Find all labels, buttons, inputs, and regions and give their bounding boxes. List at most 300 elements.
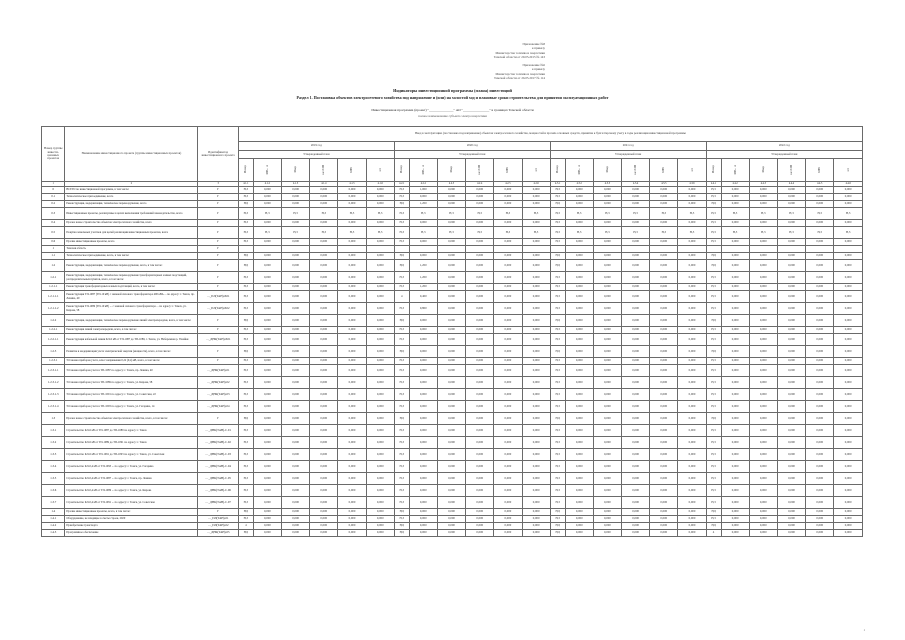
row-value: 0,000 bbox=[565, 194, 593, 201]
row-value: 0,000 bbox=[650, 437, 678, 449]
row-value: Н,3 bbox=[253, 227, 281, 239]
row-value: Н,3 bbox=[394, 389, 409, 401]
row-value: 0,000 bbox=[650, 365, 678, 377]
row-value: НД bbox=[550, 523, 565, 530]
row-value: 0,000 bbox=[253, 284, 281, 291]
row-value: 0,000 bbox=[806, 220, 834, 227]
row-value: 0,000 bbox=[834, 260, 863, 272]
row-value bbox=[678, 246, 706, 253]
row-value: Н,3 bbox=[706, 194, 721, 201]
row-value: Н,3 bbox=[238, 389, 253, 401]
table-row bbox=[42, 260, 863, 272]
table-row bbox=[42, 327, 863, 334]
row-value: 0,000 bbox=[366, 291, 394, 303]
row-value: Н,3 bbox=[706, 365, 721, 377]
row-value: 0,000 bbox=[494, 509, 522, 516]
row-value: 0,000 bbox=[721, 523, 749, 530]
col-header-year: 2019 год bbox=[238, 142, 394, 151]
row-value: НД bbox=[238, 413, 253, 425]
row-value: 0,000 bbox=[593, 523, 621, 530]
row-value: 0,000 bbox=[437, 485, 465, 497]
row-value: 0,000 bbox=[806, 509, 834, 516]
row-value: Н,3 bbox=[834, 227, 863, 239]
row-value: 0,000 bbox=[366, 220, 394, 227]
row-value: 0,000 bbox=[806, 485, 834, 497]
row-value: Н,3 bbox=[238, 272, 253, 284]
row-value: 0,000 bbox=[565, 523, 593, 530]
row-value: 0,000 bbox=[721, 291, 749, 303]
row-value: 0,000 bbox=[253, 315, 281, 327]
column-number: 4.4.6 bbox=[834, 182, 863, 187]
row-value: 0,000 bbox=[777, 485, 805, 497]
row-value: 0,000 bbox=[565, 516, 593, 523]
row-value: 0,000 bbox=[281, 437, 309, 449]
row-value: НД bbox=[238, 346, 253, 358]
row-name: Установка приборов учета в ТП-1091 по адресу: г. Томск, ул. Советская, 22 bbox=[65, 389, 198, 401]
row-value: 0,000 bbox=[522, 497, 550, 509]
column-number: 4.4.4 bbox=[777, 182, 805, 187]
row-number: 1.2.1.1.1 bbox=[42, 291, 65, 303]
column-number: 4.2.5 bbox=[494, 182, 522, 187]
row-value: 0,000 bbox=[466, 365, 494, 377]
row-value: 0,000 bbox=[834, 253, 863, 260]
row-value: 0,000 bbox=[650, 291, 678, 303]
row-value: 0,000 bbox=[721, 516, 749, 523]
table-row bbox=[42, 365, 863, 377]
row-value: 0,000 bbox=[366, 303, 394, 315]
col-header-sub bbox=[721, 159, 749, 182]
row-value: Н,3 bbox=[238, 365, 253, 377]
row-value: 0,000 bbox=[721, 239, 749, 246]
row-value: 0,000 bbox=[253, 530, 281, 537]
row-name: Реконструкция ТП-1089 (ТП-10 кВ) ... с заменой силового трансформатора ... по адресу: г. Томск, ул. Кирова, 58 bbox=[65, 303, 198, 315]
row-value: 0,000 bbox=[650, 187, 678, 194]
row-value: 0,000 bbox=[281, 303, 309, 315]
col-header-sub bbox=[238, 159, 253, 182]
row-value: 0,000 bbox=[409, 509, 437, 516]
row-value: 0,000 bbox=[281, 449, 309, 461]
row-value: 0,000 bbox=[650, 389, 678, 401]
row-value bbox=[494, 246, 522, 253]
row-value: 0,000 bbox=[834, 187, 863, 194]
col-header-sub-label: Номер bbox=[400, 165, 404, 174]
row-value: 0,000 bbox=[310, 377, 338, 389]
row-name: Реконструкция, модернизация, техническое перевооружение, всего bbox=[65, 201, 198, 208]
row-number: 1.4 bbox=[42, 509, 65, 516]
row-value: Н,3 bbox=[706, 461, 721, 473]
row-number: 1.3.5 bbox=[42, 473, 65, 485]
row-value bbox=[834, 246, 863, 253]
row-value: 0,000 bbox=[678, 272, 706, 284]
row-value: Н,3 bbox=[238, 220, 253, 227]
row-value: 0,000 bbox=[650, 401, 678, 413]
row-value: 0,000 bbox=[437, 315, 465, 327]
row-value: 0,000 bbox=[622, 437, 650, 449]
row-value: 0,000 bbox=[494, 365, 522, 377]
row-value: 0,000 bbox=[338, 389, 366, 401]
row-value: 0,000 bbox=[466, 425, 494, 437]
row-value: 0,000 bbox=[777, 327, 805, 334]
row-value: 0,000 bbox=[310, 260, 338, 272]
row-value: 0,000 bbox=[806, 187, 834, 194]
row-value: 0,000 bbox=[310, 334, 338, 346]
row-value: 0,000 bbox=[650, 497, 678, 509]
row-value: 0,000 bbox=[834, 303, 863, 315]
row-value: 0,000 bbox=[749, 239, 777, 246]
table-row bbox=[42, 253, 863, 260]
row-value: 0,000 bbox=[834, 523, 863, 530]
row-name: Строительство КЛ-0,4 кВ от ТП-1087 ... по адресу: г. Томск, пр. Ленина bbox=[65, 473, 198, 485]
row-value: 0,000 bbox=[650, 449, 678, 461]
row-value: 0,000 bbox=[678, 516, 706, 523]
col-header-sub bbox=[650, 159, 678, 182]
row-value: 0,000 bbox=[466, 358, 494, 365]
row-value: 0,000 bbox=[522, 523, 550, 530]
row-value: Н,3 bbox=[706, 425, 721, 437]
row-value: 0,000 bbox=[650, 461, 678, 473]
appendix-line: Томской области от 26.05.2017 № 114 bbox=[494, 75, 545, 80]
row-value: Н,3 bbox=[550, 291, 565, 303]
row-name: Строительство КЛ-0,4 кВ от ТП-1093 ... по адресу: г. Томск, ул. Гагарина bbox=[65, 461, 198, 473]
column-number: 4.2.6 bbox=[522, 182, 550, 187]
col-header-sub bbox=[593, 159, 621, 182]
row-value: 0,000 bbox=[522, 334, 550, 346]
row-value: 0,000 bbox=[366, 413, 394, 425]
row-value: 0,000 bbox=[437, 413, 465, 425]
row-id: …_ДНК(ТАН)-С.07 bbox=[198, 497, 238, 509]
row-value: 0,000 bbox=[593, 437, 621, 449]
row-value: 0,000 bbox=[494, 253, 522, 260]
row-value: НД bbox=[550, 253, 565, 260]
row-value: Н,3 bbox=[394, 194, 409, 201]
row-value: 0,000 bbox=[565, 201, 593, 208]
row-value: 0,000 bbox=[777, 315, 805, 327]
row-value: 0,000 bbox=[834, 449, 863, 461]
row-value: 0,000 bbox=[366, 365, 394, 377]
row-value: 0,000 bbox=[437, 201, 465, 208]
row-value: Н,3 bbox=[394, 365, 409, 377]
row-value: 0,000 bbox=[650, 473, 678, 485]
row-number: 1.2.1.1 bbox=[42, 284, 65, 291]
row-value: 0,000 bbox=[593, 260, 621, 272]
row-number: 0.4 bbox=[42, 220, 65, 227]
row-value: 0,000 bbox=[721, 220, 749, 227]
row-value: 0,000 bbox=[281, 497, 309, 509]
row-number: 1.2.2.1.1 bbox=[42, 334, 65, 346]
row-value: 0,000 bbox=[466, 497, 494, 509]
column-number: 4.1.1 bbox=[238, 182, 253, 187]
row-number: 1 bbox=[42, 246, 65, 253]
row-value: 0,000 bbox=[494, 425, 522, 437]
row-value: 0,000 bbox=[565, 365, 593, 377]
row-id: Г bbox=[198, 358, 238, 365]
row-value: Н,3 bbox=[394, 425, 409, 437]
row-value: 0,000 bbox=[678, 509, 706, 516]
row-value: 0,000 bbox=[622, 389, 650, 401]
row-value: Н,3 bbox=[437, 208, 465, 220]
row-value: 0,000 bbox=[522, 509, 550, 516]
column-number: 4.1.6 bbox=[366, 182, 394, 187]
row-value: 0,000 bbox=[650, 523, 678, 530]
row-value: 0,000 bbox=[409, 497, 437, 509]
row-value: 4 bbox=[706, 530, 721, 537]
row-value: 0,000 bbox=[806, 377, 834, 389]
row-value: 0,000 bbox=[622, 194, 650, 201]
row-value bbox=[622, 246, 650, 253]
row-value: 0,000 bbox=[338, 284, 366, 291]
row-name: Покупка земельных участков для целей реализации инвестиционных проектов, всего bbox=[65, 227, 198, 239]
row-value: 0,000 bbox=[678, 497, 706, 509]
row-value: НД bbox=[706, 346, 721, 358]
row-value: 0,000 bbox=[806, 516, 834, 523]
row-name: Развитие и модернизация учета электрической энергии (мощности), всего, в том числе: bbox=[65, 346, 198, 358]
row-value: 0,000 bbox=[834, 284, 863, 291]
row-value: Н,3 bbox=[394, 334, 409, 346]
row-value: 0,000 bbox=[806, 239, 834, 246]
row-value: НД bbox=[550, 260, 565, 272]
row-value: 0,000 bbox=[366, 239, 394, 246]
row-value: Н,3 bbox=[550, 389, 565, 401]
row-value: Н,3 bbox=[238, 208, 253, 220]
row-value: 0,000 bbox=[622, 358, 650, 365]
table-row bbox=[42, 272, 863, 284]
row-value: 0,000 bbox=[593, 358, 621, 365]
row-value: Н,3 bbox=[466, 227, 494, 239]
row-id: …_ДНК(ТАН)-С.02 bbox=[198, 437, 238, 449]
row-value: 0,000 bbox=[466, 485, 494, 497]
row-value bbox=[593, 246, 621, 253]
row-value: Н,3 bbox=[394, 437, 409, 449]
row-value: 0,000 bbox=[310, 220, 338, 227]
column-number: 4.4.2 bbox=[721, 182, 749, 187]
row-value: Н,3 bbox=[706, 358, 721, 365]
row-value: 0,000 bbox=[721, 413, 749, 425]
row-value: 0,000 bbox=[622, 253, 650, 260]
row-value: Н,3 bbox=[238, 497, 253, 509]
col-header-plan: Утвержденный план bbox=[550, 151, 706, 159]
row-value: 0,000 bbox=[466, 377, 494, 389]
row-value: 0,000 bbox=[806, 315, 834, 327]
row-value: 0,000 bbox=[466, 523, 494, 530]
row-value: 0,000 bbox=[281, 523, 309, 530]
row-value: 0,000 bbox=[650, 425, 678, 437]
row-value: 0,000 bbox=[721, 425, 749, 437]
row-value: Н,3 bbox=[394, 220, 409, 227]
table-row bbox=[42, 334, 863, 346]
row-value: 0,000 bbox=[253, 389, 281, 401]
row-number: 1.2.3.1.1 bbox=[42, 365, 65, 377]
row-value: 1,000 bbox=[409, 187, 437, 194]
row-value: Н,3 bbox=[466, 208, 494, 220]
row-name: Томская область bbox=[65, 246, 198, 253]
row-value: 0,000 bbox=[622, 220, 650, 227]
col-header-sub-label: Мвар bbox=[605, 166, 609, 173]
row-value: 0,000 bbox=[437, 220, 465, 227]
row-value: 0,000 bbox=[494, 303, 522, 315]
row-value: 0,000 bbox=[494, 220, 522, 227]
section-title: Раздел 1. Постановка объектов электросетевого хозяйства под напряжение и (или) на холостой ход и плановые сроки строительства для принятия эксплуатационных работ bbox=[296, 95, 609, 100]
row-value: 0,000 bbox=[622, 461, 650, 473]
row-value: 0,000 bbox=[466, 473, 494, 485]
row-value: 0,000 bbox=[437, 437, 465, 449]
row-value: НД bbox=[238, 260, 253, 272]
row-value: 0,000 bbox=[593, 509, 621, 516]
row-value: 0,000 bbox=[522, 485, 550, 497]
table-row bbox=[42, 201, 863, 208]
row-value: 0,000 bbox=[593, 194, 621, 201]
row-number: 1.2.3.1 bbox=[42, 358, 65, 365]
row-value: 0,000 bbox=[522, 516, 550, 523]
row-value: 0,000 bbox=[678, 260, 706, 272]
row-value: 0,000 bbox=[409, 377, 437, 389]
row-value bbox=[565, 246, 593, 253]
row-value: Н,3 bbox=[394, 401, 409, 413]
row-value: 0,000 bbox=[338, 523, 366, 530]
row-value: 0,000 bbox=[749, 389, 777, 401]
row-id: Г bbox=[198, 246, 238, 253]
row-number: 1.4.2 bbox=[42, 523, 65, 530]
row-value: 0,000 bbox=[806, 497, 834, 509]
row-value: 0,000 bbox=[366, 187, 394, 194]
appendix-line: Министерства топлива и энергетики bbox=[495, 50, 545, 55]
row-value: 0,000 bbox=[338, 334, 366, 346]
row-id: Г bbox=[198, 187, 238, 194]
row-value: Н,3 bbox=[238, 327, 253, 334]
row-value: 0,000 bbox=[409, 473, 437, 485]
col-header-sub-label: шт bbox=[378, 167, 382, 172]
row-value: 0,000 bbox=[522, 253, 550, 260]
row-value: 0,000 bbox=[650, 334, 678, 346]
row-value: 0,000 bbox=[721, 389, 749, 401]
row-value: 0,000 bbox=[522, 303, 550, 315]
row-value: 0,000 bbox=[522, 346, 550, 358]
row-value: 0,000 bbox=[409, 253, 437, 260]
row-value: 0,000 bbox=[806, 449, 834, 461]
row-value: 0,000 bbox=[834, 485, 863, 497]
row-value: Н,3 bbox=[238, 401, 253, 413]
row-value: 0,000 bbox=[366, 523, 394, 530]
col-header-sub bbox=[622, 159, 650, 182]
row-value: 0,000 bbox=[281, 260, 309, 272]
row-value: Н,3 bbox=[706, 497, 721, 509]
row-number: 0.6 bbox=[42, 239, 65, 246]
row-value: 0,000 bbox=[494, 523, 522, 530]
row-value: 0,000 bbox=[409, 220, 437, 227]
row-value: Н,3 bbox=[550, 358, 565, 365]
row-value: 0,000 bbox=[593, 516, 621, 523]
row-value: 0,000 bbox=[253, 437, 281, 449]
row-value: 0,000 bbox=[678, 530, 706, 537]
table-row bbox=[42, 208, 863, 220]
row-value: 0,000 bbox=[494, 346, 522, 358]
row-value: 0,000 bbox=[678, 315, 706, 327]
row-value: 0,000 bbox=[522, 194, 550, 201]
row-value: НД bbox=[238, 253, 253, 260]
row-value: 0,000 bbox=[338, 201, 366, 208]
row-value: 0,000 bbox=[466, 272, 494, 284]
row-value: 0,000 bbox=[777, 220, 805, 227]
row-value: Н,3 bbox=[550, 272, 565, 284]
row-value: 0,000 bbox=[253, 523, 281, 530]
row-value bbox=[253, 246, 281, 253]
row-value: 0,000 bbox=[721, 187, 749, 194]
col-header-year: 2020 год bbox=[394, 142, 550, 151]
row-value: 0,000 bbox=[593, 220, 621, 227]
row-value: Н,3 bbox=[550, 194, 565, 201]
row-value: 0,000 bbox=[806, 272, 834, 284]
col-header-sub bbox=[777, 159, 805, 182]
col-header-sub-label: шт bbox=[846, 167, 850, 172]
row-value: 0,000 bbox=[310, 425, 338, 437]
row-value: 0,000 bbox=[834, 358, 863, 365]
row-value: 0,000 bbox=[466, 461, 494, 473]
row-value: Н,3 bbox=[253, 208, 281, 220]
row-value: 0,000 bbox=[522, 239, 550, 246]
row-value: 0,000 bbox=[409, 425, 437, 437]
row-value: 0,000 bbox=[834, 220, 863, 227]
column-number: 1 bbox=[42, 182, 65, 187]
row-value: 0,000 bbox=[593, 485, 621, 497]
row-value: 0,000 bbox=[409, 461, 437, 473]
row-number: 1.3 bbox=[42, 413, 65, 425]
row-value: 0,000 bbox=[281, 461, 309, 473]
row-value: НД bbox=[238, 201, 253, 208]
row-value: 0,000 bbox=[366, 253, 394, 260]
row-value: 0,000 bbox=[622, 187, 650, 194]
row-id: Г bbox=[198, 239, 238, 246]
row-value: НД bbox=[706, 413, 721, 425]
row-value: 0,000 bbox=[650, 413, 678, 425]
table-row bbox=[42, 187, 863, 194]
col-header-id: Идентификатор инвестиционного проекта bbox=[198, 127, 238, 182]
row-value: 0,000 bbox=[253, 497, 281, 509]
row-value: 0,000 bbox=[338, 358, 366, 365]
row-value: 0,000 bbox=[834, 461, 863, 473]
row-value: 0,000 bbox=[834, 201, 863, 208]
row-value: 0,000 bbox=[749, 291, 777, 303]
row-value: Н,3 bbox=[550, 227, 565, 239]
column-number: 4.3.4 bbox=[622, 182, 650, 187]
column-number: 4.2.2 bbox=[409, 182, 437, 187]
column-number: 4.3.1 bbox=[550, 182, 565, 187]
row-value: 0,000 bbox=[834, 437, 863, 449]
row-value: НД bbox=[238, 530, 253, 537]
row-value: 0,000 bbox=[622, 530, 650, 537]
row-value: 0,000 bbox=[622, 284, 650, 291]
row-value: 0,000 bbox=[310, 497, 338, 509]
row-value: 0,000 bbox=[650, 239, 678, 246]
row-value: 0,000 bbox=[281, 530, 309, 537]
table-row bbox=[42, 239, 863, 246]
row-value bbox=[338, 246, 366, 253]
row-value: 0,000 bbox=[310, 272, 338, 284]
row-value: 0,000 bbox=[777, 449, 805, 461]
row-value: 0,000 bbox=[281, 473, 309, 485]
row-value: 0,000 bbox=[777, 509, 805, 516]
row-value: 0,000 bbox=[806, 201, 834, 208]
row-value: НД bbox=[394, 260, 409, 272]
row-value: 0,000 bbox=[522, 284, 550, 291]
row-value: 0,000 bbox=[466, 516, 494, 523]
row-value: 0,000 bbox=[494, 497, 522, 509]
row-value: 0,000 bbox=[281, 389, 309, 401]
row-value: 0,000 bbox=[494, 358, 522, 365]
row-value: 0,000 bbox=[593, 272, 621, 284]
row-value: 0,000 bbox=[437, 377, 465, 389]
row-value: 0,000 bbox=[678, 389, 706, 401]
row-value: 0,000 bbox=[310, 253, 338, 260]
row-value: Н,3 bbox=[550, 334, 565, 346]
